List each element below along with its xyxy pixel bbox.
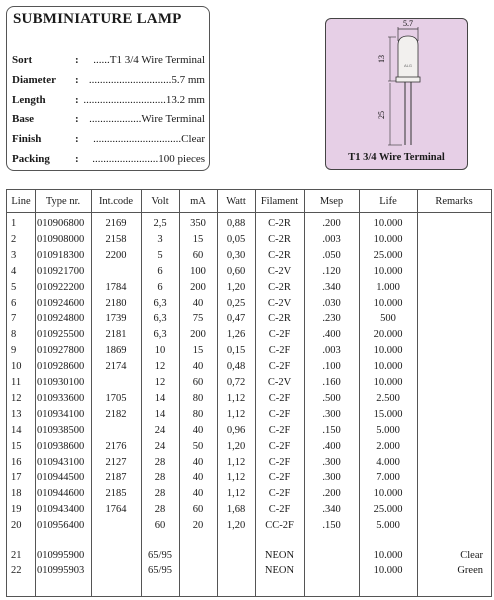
cell-watt: 0,05 [226,233,246,245]
cell-line: 20 [11,520,22,532]
cell-remarks [417,344,483,358]
svg-text:ALG: ALG [403,63,413,68]
cell-type-nr: 010943400 [37,504,85,516]
cell-ma [179,564,217,578]
cell-ma: 40 [192,472,204,484]
cell-life: 4.000 [376,456,400,468]
cell-msep: .030 [322,297,341,309]
cell-life: 2.000 [376,440,400,452]
cell-watt: 1,20 [226,440,246,452]
cell-line: 19 [11,504,22,516]
cell-type-nr: 010934100 [37,408,85,420]
page-title: SUBMINIATURE LAMP [13,11,182,27]
cell-type-nr: 010938500 [37,424,85,436]
cell-remarks [417,440,483,454]
cell-life: 500 [380,313,396,325]
spec-label: Diameter [12,73,56,86]
cell-life: 10.000 [373,233,403,245]
cell-line: 22 [11,565,22,576]
column-header-watt: Watt [226,196,246,207]
cell-msep: .500 [322,392,341,404]
cell-type-nr: 010995903 [37,565,85,576]
cell-ma: 15 [192,233,204,245]
cell-ma: 15 [192,345,204,357]
cell-line: 8 [11,329,17,341]
cell-ma: 40 [192,424,204,436]
cell-filament: C-2F [268,408,291,420]
cell-line: 10 [11,361,22,373]
cell-volt: 6 [157,281,163,293]
cell-filament: C-2F [268,361,291,373]
cell-filament: CC-2F [265,520,294,532]
cell-int-code: 2187 [105,472,127,484]
cell-watt: 1,12 [226,456,246,468]
spec-label: Packing [12,153,50,165]
cell-life: 5.000 [376,424,400,436]
cell-volt: 28 [154,472,166,484]
spec-colon: : [75,54,79,66]
cell-watt [217,549,255,563]
cell-int-code [91,265,141,279]
column-header-life: Life [379,196,397,207]
spec-value: ..............................5.7 mm [88,73,205,86]
cell-watt: 1,12 [226,392,246,404]
spec-colon: : [75,133,79,146]
lamp-table [6,189,492,597]
cell-remarks [417,233,483,247]
cell-volt: 14 [154,392,166,404]
cell-remarks [417,408,483,422]
cell-line: 4 [11,265,17,277]
cell-int-code: 1739 [105,313,127,325]
column-header-filament: Filament [260,196,299,207]
column-header-type-nr: Type nr. [45,196,81,207]
cell-volt: 28 [154,504,166,516]
cell-volt: 24 [154,440,166,452]
cell-volt: 2,5 [153,218,167,229]
cell-int-code: 2169 [105,218,127,229]
cell-type-nr: 010906800 [37,218,85,229]
cell-filament: C-2R [268,218,291,229]
cell-ma: 60 [192,504,204,516]
cell-remarks [417,265,483,279]
cell-filament: C-2R [268,249,291,261]
cell-line: 12 [11,392,22,404]
cell-volt: 28 [154,456,166,468]
cell-type-nr: 010930100 [37,377,85,388]
cell-life: 1.000 [376,281,400,293]
cell-ma: 80 [192,392,204,404]
cell-line: 16 [11,456,22,468]
cell-life: 10.000 [373,377,403,388]
cell-int-code [91,376,141,390]
cell-type-nr: 010908000 [37,233,85,245]
spec-box [6,6,210,171]
spec-row [12,133,207,149]
cell-int-code: 2181 [105,329,127,341]
cell-remarks [417,217,483,231]
cell-life: 10.000 [373,565,403,576]
cell-line: 3 [11,249,17,261]
cell-line: 14 [11,424,22,436]
cell-ma: 40 [192,456,204,468]
cell-remarks: Green [457,565,483,576]
cell-remarks [417,297,483,311]
cell-type-nr: 010921700 [37,265,85,277]
cell-ma: 60 [192,377,204,388]
cell-watt: 1,20 [226,520,246,532]
spec-row [12,54,207,70]
cell-msep: .340 [322,281,341,293]
spec-value: ................................Clear [93,133,205,146]
cell-volt: 28 [154,488,166,500]
cell-line: 11 [11,377,22,388]
dim-width-label: 5.7 [403,19,413,28]
cell-int-code: 2200 [105,249,127,261]
cell-remarks [417,456,483,470]
cell-msep [304,564,359,578]
cell-int-code [91,424,141,438]
spec-row [12,74,207,90]
cell-filament: C-2V [267,377,292,388]
cell-life: 10.000 [373,218,403,229]
cell-int-code: 2127 [105,456,127,468]
cell-msep: .120 [322,265,341,277]
column-divider [35,190,36,596]
cell-int-code [91,519,141,533]
cell-type-nr: 010925500 [37,329,85,341]
cell-watt: 1,20 [226,281,246,293]
cell-volt: 60 [154,520,166,532]
cell-int-code: 2174 [105,361,127,373]
cell-type-nr: 010927800 [37,345,85,357]
cell-ma: 40 [192,488,204,500]
cell-life: 20.000 [373,329,403,341]
cell-remarks [417,281,483,295]
cell-filament: C-2V [267,297,292,309]
cell-remarks [417,471,483,485]
cell-watt: 0,15 [226,345,246,357]
cell-life: 10.000 [373,488,403,500]
cell-msep: .300 [322,472,341,484]
cell-volt: 6,3 [153,297,167,309]
spec-label: Finish [12,133,42,146]
cell-msep: .340 [322,504,341,516]
dim-bulb-label: 13 [377,55,386,63]
cell-remarks [417,376,483,390]
column-header-msep: Msep [319,196,344,207]
cell-msep [304,549,359,563]
cell-watt: 1,26 [226,329,246,341]
cell-int-code [91,549,141,563]
cell-msep: .100 [322,361,341,373]
cell-volt: 12 [154,361,166,373]
cell-volt: 5 [157,249,163,261]
spec-colon: : [75,93,79,106]
cell-remarks [417,392,483,406]
cell-life: 2.500 [376,392,400,404]
spec-label: Sort [12,54,33,66]
spec-row [12,113,207,129]
cell-filament: C-2F [268,504,291,516]
cell-remarks [417,360,483,374]
cell-msep: .200 [322,218,341,229]
cell-msep: .150 [322,520,341,532]
cell-watt: 0,60 [226,265,246,277]
cell-remarks [417,249,483,263]
cell-msep: .300 [322,408,341,420]
cell-watt: 0,48 [226,361,246,373]
cell-life: 25.000 [373,249,403,261]
spec-colon: : [75,73,79,86]
cell-int-code: 1705 [105,392,127,404]
column-header-ma: mA [190,196,206,207]
cell-ma: 20 [192,520,204,532]
cell-type-nr: 010928600 [37,361,85,373]
cell-watt [217,564,255,578]
cell-remarks [417,328,483,342]
cell-line: 17 [11,472,22,484]
cell-watt: 0,96 [226,424,246,436]
column-header-remarks: Remarks [435,196,473,207]
cell-watt: 0,88 [226,218,246,229]
lamp-drawing-panel [325,18,468,170]
cell-volt: 3 [157,233,163,245]
cell-int-code: 2182 [105,408,127,420]
spec-row [12,153,207,169]
cell-volt: 14 [154,408,166,420]
cell-int-code: 2180 [105,297,127,309]
cell-volt: 12 [154,377,166,388]
cell-msep: .003 [322,233,341,245]
cell-line: 7 [11,313,17,325]
cell-line: 6 [11,297,17,309]
cell-life: 10.000 [373,550,403,561]
cell-remarks [417,312,483,326]
cell-filament: C-2F [268,329,291,341]
cell-ma: 100 [190,265,206,277]
cell-ma: 200 [190,281,206,293]
cell-msep: .400 [322,329,341,341]
cell-filament: C-2F [268,345,291,357]
cell-msep: .400 [322,440,341,452]
cell-type-nr: 010995900 [37,550,85,561]
cell-ma: 40 [192,297,204,309]
cell-msep: .150 [322,424,341,436]
cell-ma: 80 [192,408,204,420]
cell-int-code: 1869 [105,345,127,357]
spec-value: ..............................13.2 mm [83,93,205,106]
cell-line: 2 [11,233,17,245]
cell-msep: .200 [322,488,341,500]
cell-line: 9 [11,345,17,357]
cell-remarks [417,519,483,533]
cell-volt: 65/95 [148,565,172,576]
cell-watt: 0,47 [226,313,246,325]
cell-filament: C-2R [268,233,291,245]
cell-watt: 1,68 [226,504,246,516]
cell-volt: 6,3 [153,313,167,325]
column-header-volt: Volt [151,196,169,207]
cell-volt: 10 [154,345,166,357]
cell-ma: 200 [190,329,206,341]
spec-colon: : [75,113,79,126]
cell-int-code: 2158 [105,233,127,245]
cell-volt: 6 [157,265,163,277]
cell-ma: 350 [190,218,206,229]
cell-watt: 0,30 [226,249,246,261]
cell-line: 1 [11,218,17,229]
cell-msep: .300 [322,456,341,468]
cell-life: 15.000 [373,408,403,420]
cell-type-nr: 010922200 [37,281,85,293]
cell-line: 21 [11,550,22,561]
cell-filament: C-2F [268,392,291,404]
cell-watt: 1,12 [226,408,246,420]
column-header-int-code: Int.code [98,196,134,207]
cell-filament: C-2R [268,313,291,325]
lamp-drawing [326,19,467,151]
cell-filament: C-2F [268,424,291,436]
cell-ma: 40 [192,361,204,373]
cell-volt: 65/95 [148,550,172,561]
cell-type-nr: 010924800 [37,313,85,325]
spec-row [12,94,207,110]
cell-type-nr: 010924600 [37,297,85,309]
cell-filament: C-2F [268,472,291,484]
cell-type-nr: 010938600 [37,440,85,452]
bulb-icon [398,36,418,79]
cell-remarks [417,487,483,501]
cell-life: 10.000 [373,297,403,309]
cell-filament: C-2R [268,281,291,293]
dim-lead-label: 25 [377,111,386,119]
cell-msep: .050 [322,249,341,261]
cell-type-nr: 010933600 [37,392,85,404]
cell-life: 10.000 [373,345,403,357]
cell-life: 5.000 [376,520,400,532]
cell-int-code: 2176 [105,440,127,452]
cell-ma: 75 [192,313,204,325]
spec-value: ...................Wire Terminal [89,113,205,126]
cell-watt: 1,12 [226,488,246,500]
cell-type-nr: 010918300 [37,249,85,261]
cell-line: 5 [11,281,17,293]
spec-label: Length [12,93,46,106]
cell-ma [179,549,217,563]
spec-value: ........................100 pieces [92,153,205,165]
cell-filament: C-2F [268,488,291,500]
cell-line: 15 [11,440,22,452]
spec-label: Base [12,113,34,126]
cell-type-nr: 010956400 [37,520,85,532]
cell-life: 10.000 [373,361,403,373]
cell-watt: 0,72 [226,377,246,388]
cell-int-code: 2185 [105,488,127,500]
column-header-line: Line [11,196,31,207]
cell-filament: C-2F [268,440,291,452]
cell-type-nr: 010944500 [37,472,85,484]
cell-int-code: 1784 [105,281,127,293]
cell-line: 13 [11,408,22,420]
cell-msep: .230 [322,313,341,325]
cell-remarks [417,424,483,438]
cell-ma: 50 [192,440,204,452]
drawing-caption: T1 3/4 Wire Terminal [348,152,445,163]
cell-filament: NEON [264,565,295,576]
cell-volt: 24 [154,424,166,436]
cell-filament: C-2F [268,456,291,468]
cell-ma: 60 [192,249,204,261]
cell-int-code [91,564,141,578]
cell-watt: 0,25 [226,297,246,309]
cell-life: 10.000 [373,265,403,277]
cell-type-nr: 010943100 [37,456,85,468]
cell-watt: 1,12 [226,472,246,484]
cell-life: 7.000 [376,472,400,484]
cell-remarks [417,503,483,517]
cell-remarks: Clear [460,550,483,561]
cell-filament: NEON [264,550,295,561]
header-divider [7,212,491,213]
spec-value: ......T1 3/4 Wire Terminal [93,54,205,66]
cell-msep: .003 [322,345,341,357]
spec-colon: : [75,153,79,165]
cell-volt: 6,3 [153,329,167,341]
cell-msep: .160 [322,377,341,388]
cell-int-code: 1764 [105,504,127,516]
cell-life: 25.000 [373,504,403,516]
cell-type-nr: 010944600 [37,488,85,500]
cell-filament: C-2V [267,265,292,277]
cell-line: 18 [11,488,22,500]
